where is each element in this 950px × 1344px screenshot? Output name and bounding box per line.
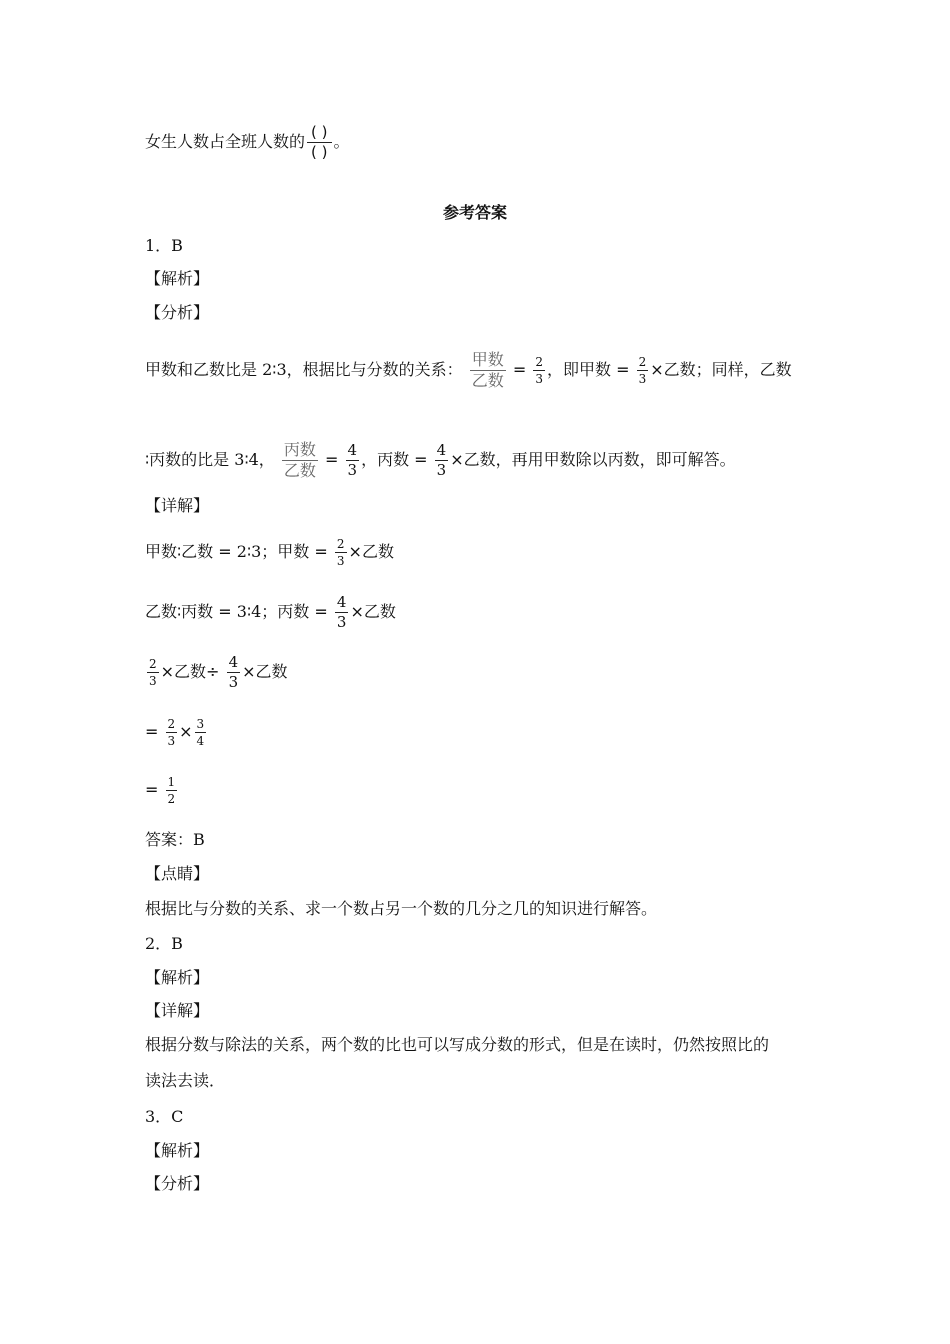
a1-jiexi-label: 【解析】 (145, 269, 210, 288)
question-text: 女生人数占全班人数的 (145, 132, 306, 151)
detail-line-1: 甲数∶乙数 = 2∶3；甲数 = $\frac{2}{3}$ ×乙数 (145, 537, 394, 568)
a2-xiangjie-label: 【详解】 (145, 1001, 210, 1020)
fraction-4-3: $\frac{4}{3}$ (436, 441, 447, 479)
fraction-2-3: $\frac{2}{3}$ (638, 355, 647, 386)
answer-2-head: 2．B (145, 934, 183, 953)
a1-xiangjie-label: 【详解】 (145, 496, 210, 515)
fraction-2-3: $\frac{2}{3}$ (336, 537, 345, 568)
fraction-4-3: $\frac{4}{3}$ (336, 593, 347, 631)
a1-dianjing-label: 【点睛】 (145, 864, 210, 883)
a1-fenxi-label: 【分析】 (145, 303, 210, 322)
answer-1-head: 1．B (145, 236, 183, 255)
fraction-3-4: $\frac{3}{4}$ (196, 717, 205, 748)
answer-3-head: 3．C (145, 1107, 184, 1126)
answer-title: 参考答案 (442, 203, 507, 222)
a1-analysis-line-2: ∶丙数的比是 3∶4， $\frac{\text{丙数}}{\text{乙数}}$ = $\frac{4}{3}$ ，丙数 = $\frac{4}{3}$ ×乙数，再用甲数除以丙数，即可解答。 (145, 440, 736, 480)
fraction-jia-over-yi: $\frac{\text{甲数}}{\text{乙数}}$ (471, 350, 504, 390)
fraction-2-3: $\frac{2}{3}$ (167, 717, 176, 748)
detail-line-4: = $\frac{2}{3}$ × $\frac{3}{4}$ (145, 717, 205, 748)
detail-line-5: = $\frac{1}{2}$ (145, 775, 176, 806)
a2-jiexi-label: 【解析】 (145, 968, 210, 987)
a2-text-line-1: 根据分数与除法的关系，两个数的比也可以写成分数的形式，但是在读时，仍然按照比的 (145, 1035, 770, 1054)
a1-dianjing-text: 根据比与分数的关系、求一个数占另一个数的几分之几的知识进行解答。 (145, 899, 658, 918)
a3-fenxi-label: 【分析】 (145, 1174, 210, 1193)
a1-analysis-line-1: 甲数和乙数比是 2∶3，根据比与分数的关系： $\frac{\text{甲数}}{\text{乙数}}$ = $\frac{2}{3}$ ，即甲数 = $\frac{2}{3}$ ×乙数；同样，乙数 (145, 350, 792, 390)
fraction-2-3: $\frac{2}{3}$ (535, 355, 543, 386)
blank-fraction[interactable]: $\frac{( )}{( )}$ (307, 125, 331, 160)
a1-answer: 答案：B (145, 830, 205, 849)
question-tail: 女生人数占全班人数的 $\frac{( )}{( )}$ 。 (145, 123, 350, 161)
a3-jiexi-label: 【解析】 (145, 1141, 210, 1160)
fraction-1-2: $\frac{1}{2}$ (167, 775, 176, 806)
fraction-4-3: $\frac{4}{3}$ (347, 441, 358, 479)
detail-line-3: $\frac{2}{3}$ ×乙数÷ $\frac{4}{3}$ ×乙数 (149, 653, 288, 691)
fraction-4-3: $\frac{4}{3}$ (228, 653, 239, 691)
fraction-2-3: $\frac{2}{3}$ (149, 657, 157, 688)
fraction-bing-over-yi: $\frac{\text{丙数}}{\text{乙数}}$ (283, 440, 316, 480)
detail-line-2: 乙数∶丙数 = 3∶4；丙数 = $\frac{4}{3}$ ×乙数 (145, 593, 396, 631)
a2-text-line-2: 读法去读． (145, 1071, 226, 1090)
